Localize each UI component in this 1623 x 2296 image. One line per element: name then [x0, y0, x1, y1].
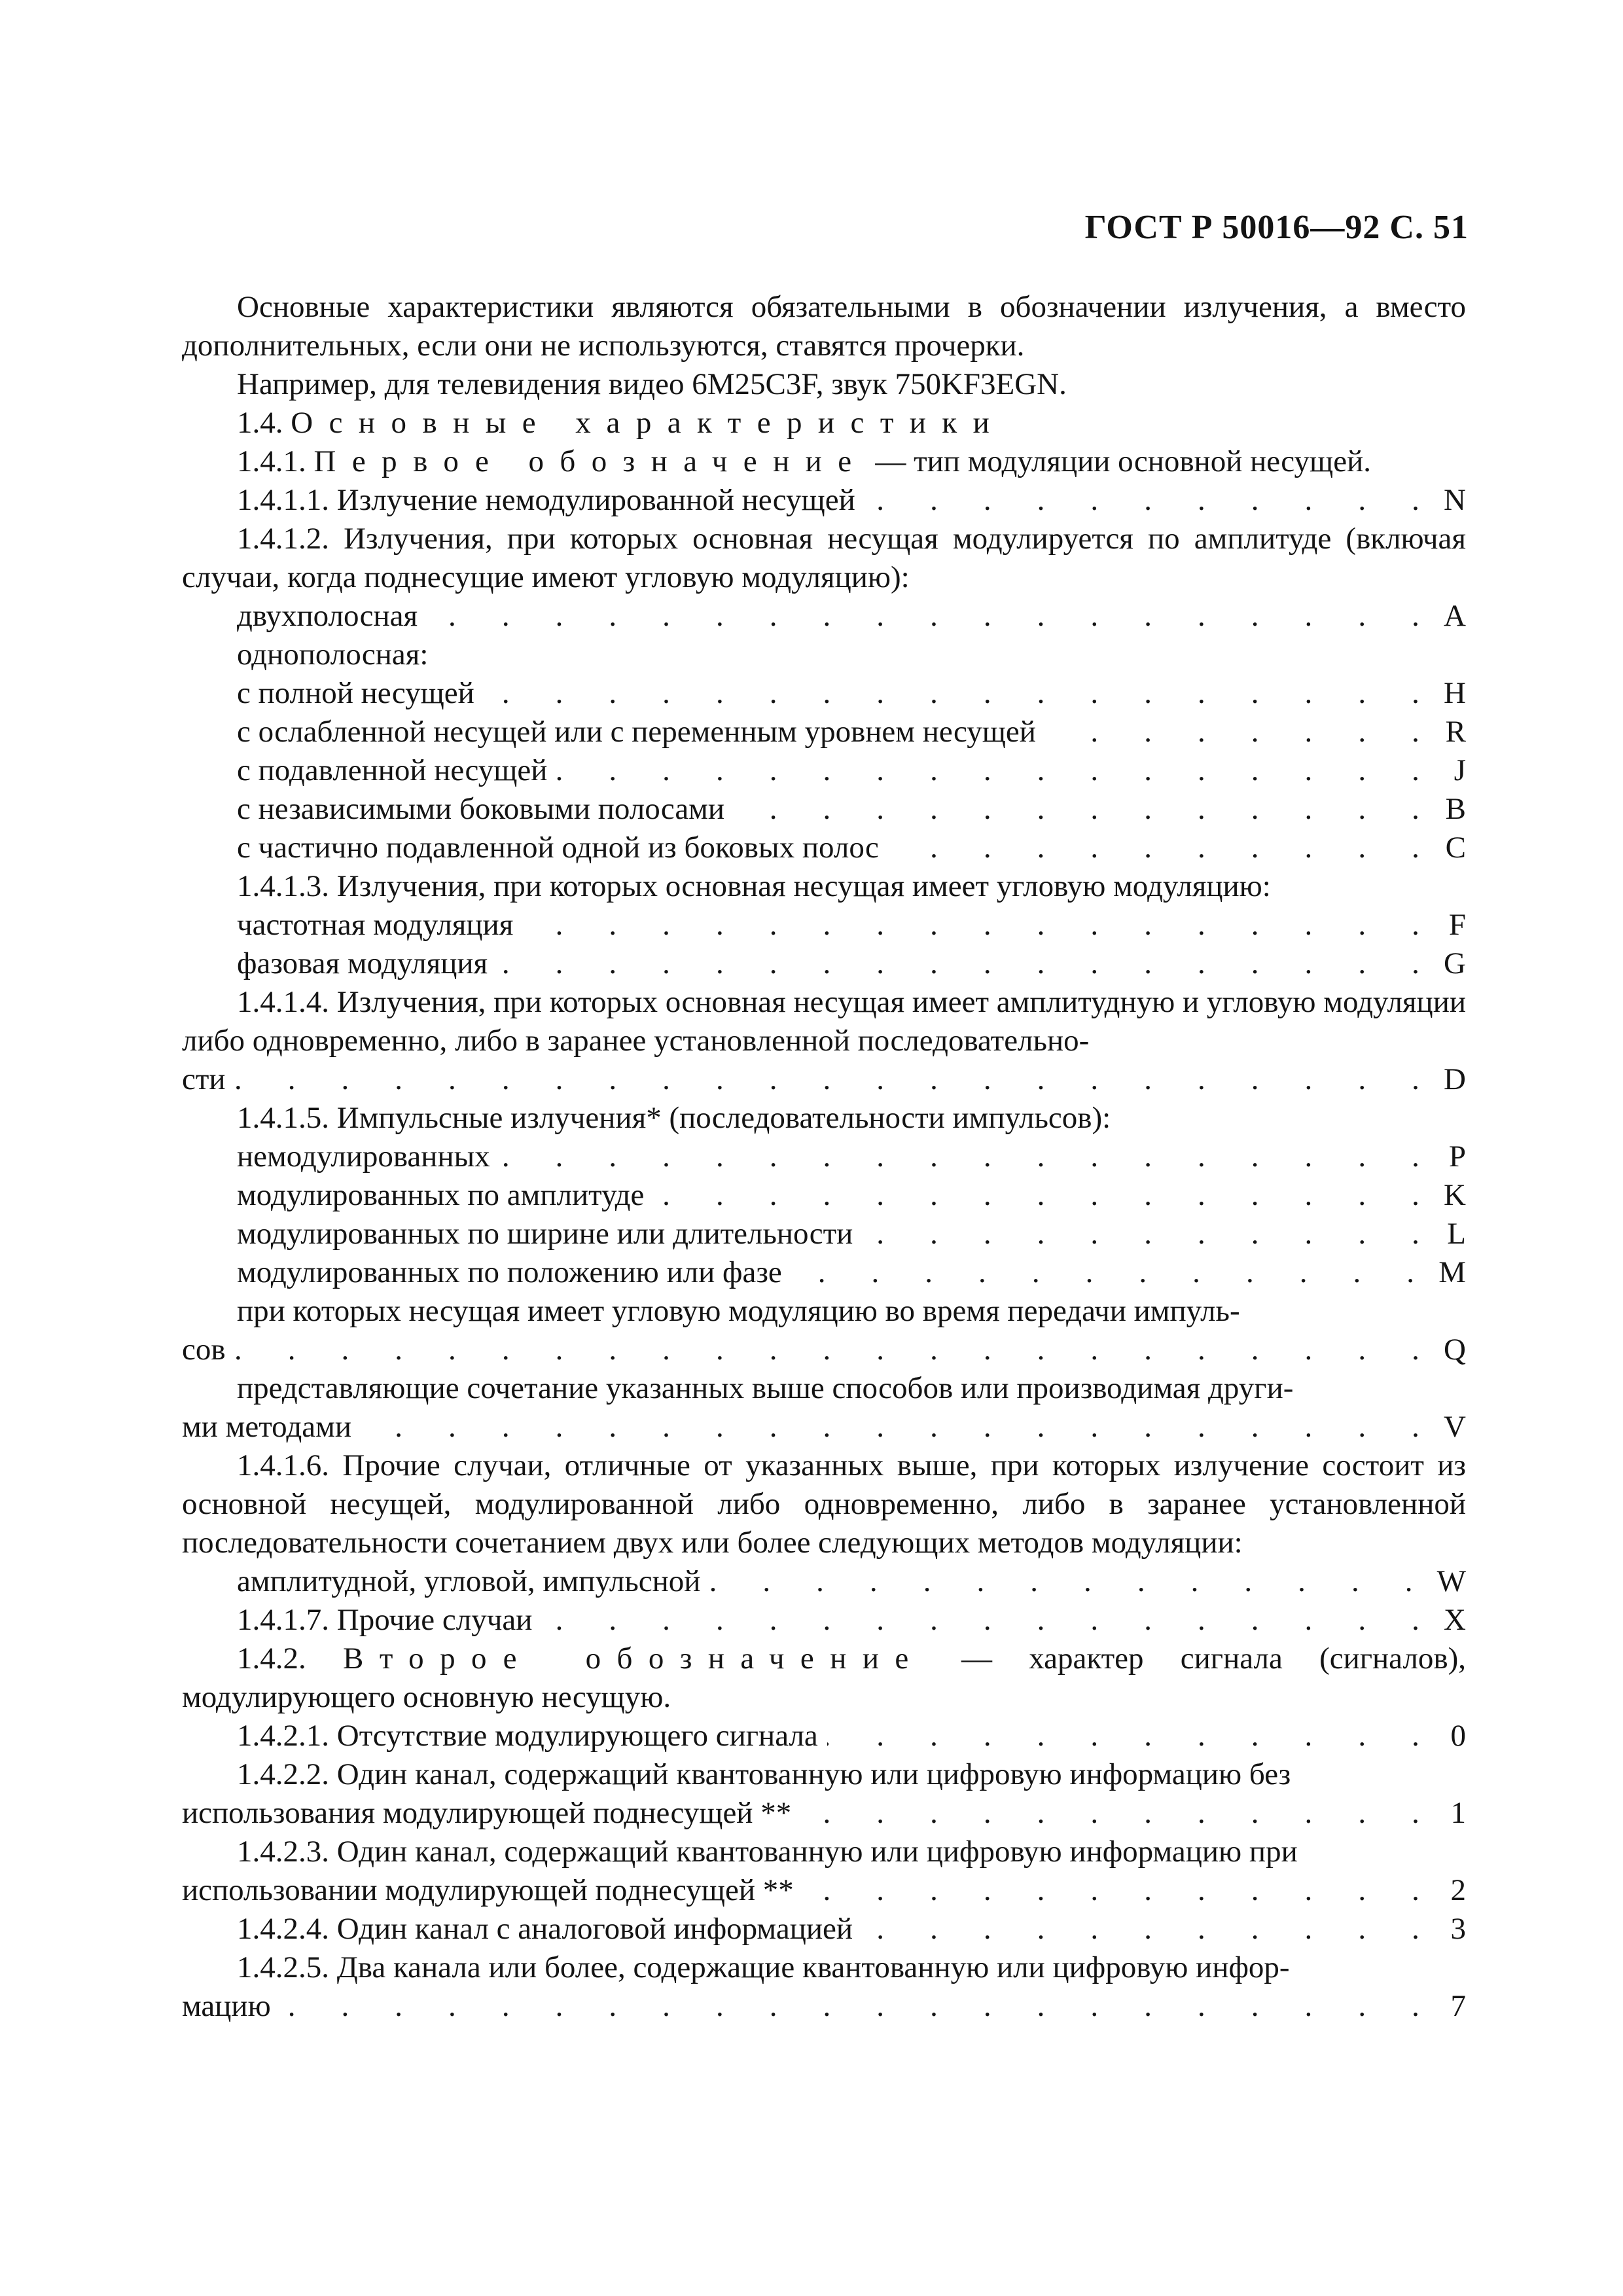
code-label: использовании модулирующей поднесущей ** — [182, 1873, 794, 1907]
code-row-vestigial-sideband — [182, 829, 1466, 867]
code-letter: A — [1444, 599, 1466, 633]
code-label: частотная модуляция — [237, 908, 514, 942]
code-letter: L — [1447, 1217, 1466, 1251]
angle-modulated-pulses-text: при которых несущая имеет угловую модуляцию во время передачи импуль- — [237, 1294, 1240, 1328]
code-letter: J — [1454, 753, 1466, 787]
code-row-combined-methods — [182, 1562, 1466, 1601]
code-label: ми методами — [182, 1410, 351, 1444]
section-description: — тип модуляции основной несущей. — [867, 444, 1371, 478]
code-letter: G — [1444, 946, 1466, 980]
code-row-full-carrier — [182, 674, 1466, 713]
code-row-unmodulated-pulses — [182, 1138, 1466, 1176]
section-1-4-2-heading — [182, 1640, 1466, 1717]
code-label: модулированных по амплитуде — [237, 1178, 645, 1212]
code-letter: N — [1444, 483, 1466, 517]
section-title: Первое обозначение — [313, 444, 868, 478]
dot-leader — [556, 751, 1438, 790]
page-header: ГОСТ Р 50016—92 С. 51 — [1084, 209, 1469, 246]
section-1-4-2-3-text: 1.4.2.3. Один канал, содержащий квантованную или цифровую информацию при — [237, 1835, 1298, 1869]
section-number: 1.4.1. — [237, 444, 306, 478]
code-label: фазовая модуляция — [237, 946, 488, 980]
section-number: 1.4. — [237, 406, 283, 440]
dot-leader — [499, 1138, 1438, 1176]
code-letter: 0 — [1450, 1719, 1466, 1753]
code-row-double-sideband — [182, 597, 1466, 636]
code-row-1-4-2-1 — [182, 1717, 1466, 1755]
combined-pulses-text: представляющие сочетание указанных выше способов или производимая други- — [237, 1371, 1294, 1405]
code-row-1-4-1-4 — [182, 1060, 1466, 1099]
dot-leader — [484, 674, 1438, 713]
code-row-angle-pulses — [182, 1331, 1466, 1369]
dot-leader — [522, 906, 1438, 944]
section-1-4-1-6-text: 1.4.1.6. Прочие случаи, отличные от указанных выше, при которых излучение состоит из основной несущей, модулированной либо одновременно, либо в заранее установленной последовательности сочетанием двух или более следующих методов модуляции: — [182, 1448, 1466, 1560]
code-label: 1.4.1.7. Прочие случаи — [237, 1603, 533, 1637]
code-label: немодулированных — [237, 1139, 490, 1174]
code-letter: 3 — [1450, 1912, 1466, 1946]
section-1-4-heading — [182, 404, 1466, 442]
code-letter: K — [1444, 1178, 1466, 1212]
dot-leader — [862, 1910, 1438, 1948]
dot-leader — [427, 597, 1438, 636]
dot-leader — [541, 1601, 1438, 1640]
dot-leader — [1045, 713, 1438, 751]
dot-leader — [653, 1176, 1438, 1215]
code-letter: C — [1445, 831, 1466, 865]
code-row-frequency-modulation — [182, 906, 1466, 944]
dot-leader — [709, 1562, 1431, 1601]
code-row-1-4-2-4 — [182, 1910, 1466, 1948]
section-title: Основные характеристики — [291, 406, 1006, 440]
code-letter: F — [1448, 908, 1466, 942]
code-label: амплитудной, угловой, импульсной — [237, 1564, 701, 1598]
code-letter: 1 — [1450, 1796, 1466, 1830]
code-row-1-4-1-7 — [182, 1601, 1466, 1640]
code-letter: P — [1448, 1139, 1466, 1174]
section-1-4-2-2-text: 1.4.2.2. Один канал, содержащий квантованную или цифровую информацию без — [237, 1757, 1291, 1791]
code-row-amplitude-pulses — [182, 1176, 1466, 1215]
code-row-independent-sidebands — [182, 790, 1466, 829]
code-letter: M — [1438, 1255, 1466, 1289]
dot-leader — [734, 790, 1438, 829]
dot-leader — [235, 1060, 1438, 1099]
code-label: с ослабленной несущей или с переменным уровнем несущей — [237, 715, 1036, 749]
dot-leader — [865, 481, 1438, 520]
dot-leader — [235, 1331, 1438, 1369]
example-paragraph: Например, для телевидения видео 6M25C3F, звук 750KF3EGN. — [237, 367, 1067, 401]
code-letter: 2 — [1450, 1873, 1466, 1907]
section-description: — характер сигнала (сигналов), модулирующего основную несущую. — [182, 1641, 1466, 1714]
code-label: с частично подавленной одной из боковых полос — [237, 831, 879, 865]
code-label: использования модулирующей поднесущей ** — [182, 1796, 792, 1830]
section-1-4-1-4-text: 1.4.1.4. Излучения, при которых основная несущая имеет амплитудную и угловую модуляции либо одновременно, либо в заранее установленной последовательно- — [182, 985, 1466, 1058]
dot-leader — [862, 1215, 1438, 1253]
code-row-combined-pulses — [182, 1408, 1466, 1446]
code-label: модулированных по положению или фазе — [237, 1255, 782, 1289]
code-label: модулированных по ширине или длительности — [237, 1217, 853, 1251]
dot-leader — [800, 1794, 1438, 1833]
code-letter: D — [1444, 1062, 1466, 1096]
section-1-4-1-heading — [182, 442, 1466, 481]
dot-leader — [497, 944, 1438, 983]
intro-paragraph: Основные характеристики являются обязательными в обозначении излучения, а вместо дополнительных, если они не используются, ставятся прочерки. — [182, 290, 1466, 363]
dot-leader — [280, 1987, 1438, 2026]
section-1-4-1-5-text: 1.4.1.5. Импульсные излучения* (последовательности импульсов): — [237, 1101, 1111, 1135]
dot-leader — [803, 1871, 1438, 1910]
section-number: 1.4.2. — [237, 1641, 306, 1676]
code-row-1-4-1-1 — [182, 481, 1466, 520]
code-letter: R — [1445, 715, 1466, 749]
code-letter: 7 — [1450, 1989, 1466, 2023]
section-1-4-2-5-text: 1.4.2.5. Два канала или более, содержащие квантованную или цифровую инфор- — [237, 1950, 1290, 1984]
code-label: сов — [182, 1333, 226, 1367]
section-1-4-1-2-text: 1.4.1.2. Излучения, при которых основная несущая модулируется по амплитуде (включая случаи, когда поднесущие имеют угловую модуляцию): — [182, 522, 1466, 594]
code-row-1-4-2-2 — [182, 1794, 1466, 1833]
code-label: 1.4.1.1. Излучение немодулированной несущей — [237, 483, 855, 517]
section-title: Второе обозначение — [343, 1641, 925, 1676]
code-row-suppressed-carrier — [182, 751, 1466, 790]
document-body — [182, 288, 1466, 2026]
code-label: сти — [182, 1062, 226, 1096]
dot-leader — [827, 1717, 1438, 1755]
code-letter: H — [1444, 676, 1466, 710]
code-row-position-pulses — [182, 1253, 1466, 1292]
dot-leader — [888, 829, 1438, 867]
code-label: мацию — [182, 1989, 271, 2023]
dot-leader — [791, 1253, 1433, 1292]
code-row-1-4-2-3 — [182, 1871, 1466, 1910]
single-sideband-label: однополосная: — [237, 637, 429, 672]
code-letter: Q — [1444, 1333, 1466, 1367]
code-letter: V — [1444, 1410, 1466, 1444]
code-label: 1.4.2.4. Один канал с аналоговой информацией — [237, 1912, 853, 1946]
code-label: двухполосная — [237, 599, 418, 633]
code-letter: W — [1436, 1564, 1466, 1598]
dot-leader — [361, 1408, 1438, 1446]
code-row-1-4-2-5 — [182, 1987, 1466, 2026]
code-row-reduced-carrier — [182, 713, 1466, 751]
code-row-phase-modulation — [182, 944, 1466, 983]
code-label: с независимыми боковыми полосами — [237, 792, 725, 826]
code-letter: B — [1445, 792, 1466, 826]
section-1-4-1-3-text: 1.4.1.3. Излучения, при которых основная несущая имеет угловую модуляцию: — [237, 869, 1271, 903]
code-letter: X — [1444, 1603, 1466, 1637]
code-label: 1.4.2.1. Отсутствие модулирующего сигнала — [237, 1719, 818, 1753]
code-row-width-pulses — [182, 1215, 1466, 1253]
code-label: с полной несущей — [237, 676, 474, 710]
code-label: с подавленной несущей — [237, 753, 548, 787]
